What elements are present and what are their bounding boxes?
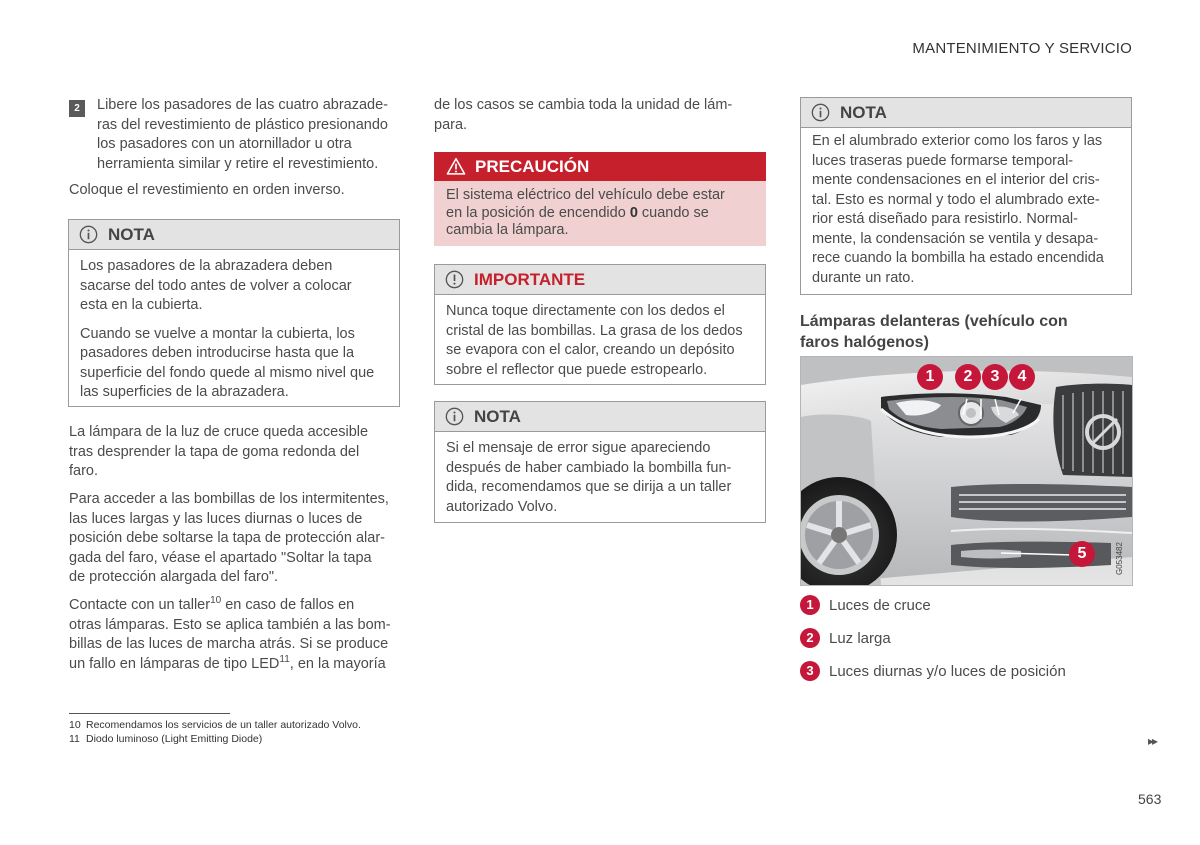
caution-line: El sistema eléctrico del vehículo debe estar [446,187,725,203]
subheading-line: Lámparas delanteras (vehículo con [800,313,1068,330]
image-code: G053482 [1115,542,1124,575]
exclamation-icon [445,270,464,289]
page-number: 563 [1138,791,1162,807]
footnote-ref-11[interactable]: 11 [279,653,290,665]
note-line: mente, la condensación se ventila y desapa- [812,230,1099,247]
text-line: La lámpara de la luz de cruce queda accesible [69,424,369,440]
next-page-arrow-icon[interactable]: ▸▸ [1148,734,1157,748]
footnote-10 [69,718,361,732]
note-line: después de haber cambiado la bombilla fun- [446,459,732,476]
step-line: Libere los pasadores de las cuatro abrazade- [97,97,388,113]
legend-label: Luz larga [829,629,891,647]
caution-title: PRECAUCIÓN [475,156,590,176]
text-span: un fallo en lámparas de tipo LED [69,655,280,672]
step-line: herramienta similar y retire el revestimiento. [97,155,379,172]
footnote-number: 11 [69,733,80,745]
footnote-divider [69,713,230,714]
footnote-11 [69,732,361,746]
legend-number: 1 [800,595,820,615]
info-icon [811,103,830,122]
warning-icon [446,157,466,176]
text-span: en caso de fallos en [221,597,355,613]
text-span: Contacte con un taller [69,597,211,613]
subheading-line: faros halógenos) [800,334,929,351]
note-line: sacarse del todo antes de volver a colocar [80,277,352,294]
note-line: Los pasadores de la abrazadera deben [80,258,333,274]
headlight-figure [800,356,1133,586]
footnote-ref-10[interactable]: 10 [210,595,222,607]
important-line: Nunca toque directamente con los dedos el [446,303,725,319]
legend-label: Luces diurnas y/o luces de posición [829,662,1066,680]
note-line: durante un rato. [812,269,915,286]
paragraph-low-beam [69,423,368,482]
important-line: se evapora con el calor, creando un depósito [446,342,735,358]
important-header [435,265,765,295]
note-line: luces traseras puede formarse temporal- [812,152,1074,169]
note-title: NOTA [108,224,155,244]
ignition-position: 0 [629,204,638,221]
important-line: sobre el reflector que puede estropearlo. [446,361,708,378]
note-line: las superficies de la abrazadera. [80,384,289,400]
text-line: tras desprender la tapa de goma redonda del [69,443,360,460]
legend-label: Luces de cruce [829,596,931,614]
text-span: , en la mayoría [289,655,386,672]
note-line: Si el mensaje de error sigue apareciendo [446,440,711,456]
text-line: de protección alargada del faro". [69,569,279,585]
info-icon [79,225,98,244]
note-line: dida, recomendamos que se dirija a un taller [446,479,732,495]
note-line: mente condensaciones en el interior del cris- [812,172,1100,188]
footnote-text: Diodo luminoso (Light Emitting Diode) [86,733,263,745]
callout-5: 5 [1069,541,1095,567]
text-line: de los casos se cambia toda la unidad de lám- [434,97,733,113]
footnote-text: Recomendamos los servicios de un taller autorizado Volvo. [86,719,361,731]
text-line [69,596,391,616]
note-box-2 [434,401,766,523]
important-title: IMPORTANTE [474,269,586,289]
note-line: tal. Esto es normal y todo el alumbrado exte- [812,191,1100,208]
callout-3: 3 [982,364,1008,390]
important-line: cristal de las bombillas. La grasa de los dedos [446,322,743,339]
paragraph-other-bulbs [69,490,389,588]
note-line: rior está diseñado para resistirlo. Normal- [812,211,1078,227]
reassemble-text: Coloque el revestimiento en orden inverso. [69,182,345,198]
note-line: En el alumbrado exterior como los faros y las [812,133,1103,149]
note-title: NOTA [840,102,887,122]
footnote-number: 10 [69,719,81,731]
note-box-3 [800,97,1132,295]
text-line: billas de las luces de marcha atrás. Si se produce [69,636,389,652]
legend-item-3 [800,662,1066,682]
footnotes [69,718,361,746]
caution-line: cambia la lámpara. [446,222,569,238]
text-span: cuando se [637,204,709,221]
text-line: gada del faro, véase el apartado "Soltar la tapa [69,549,372,566]
paragraph-continuation [434,96,732,135]
note-header [801,98,1131,128]
note-line: Cuando se vuelve a montar la cubierta, los [80,325,355,342]
legend-item-2 [800,629,891,649]
text-line: Para acceder a las bombillas de los intermitentes, [69,491,389,507]
info-icon [445,407,464,426]
section-header: MANTENIMIENTO Y SERVICIO [912,40,1132,57]
note-line: rece cuando la bombilla ha estado encendida [812,250,1104,266]
note-line: superficie del fondo quede al mismo nivel que [80,364,375,381]
legend-number: 3 [800,661,820,681]
caution-header [434,152,766,181]
note-title: NOTA [474,406,521,426]
paragraph-workshop [69,596,391,674]
callout-1: 1 [917,364,943,390]
text-line: otras lámparas. Esto se aplica también a las bom- [69,616,391,633]
step-number-badge: 2 [69,100,85,117]
subheading-front-lamps [800,311,1068,353]
legend-number: 2 [800,628,820,648]
callout-2: 2 [955,364,981,390]
text-line [69,655,391,675]
text-line: posición debe soltarse la tapa de protección alar- [69,530,385,546]
text-line: faro. [69,463,99,479]
caution-line [446,205,754,223]
text-span: en la posición de encendido [446,204,630,221]
callout-4: 4 [1009,364,1035,390]
step-line: ras del revestimiento de plástico presionando [97,116,388,133]
legend-item-1 [800,596,931,616]
note-line: autorizado Volvo. [446,498,558,515]
caution-box [434,152,766,246]
note-box-1 [68,219,400,407]
note-header [435,402,765,432]
note-line: pasadores deben introducirse hasta que la [80,345,355,361]
text-line: para. [434,116,468,133]
important-box [434,264,766,385]
note-header [69,220,399,250]
note-line: esta en la cubierta. [80,297,203,313]
step-2 [69,96,409,174]
step-line: los pasadores con un atornillador u otra [97,136,352,152]
text-line: las luces largas y las luces diurnas o luces de [69,510,363,527]
